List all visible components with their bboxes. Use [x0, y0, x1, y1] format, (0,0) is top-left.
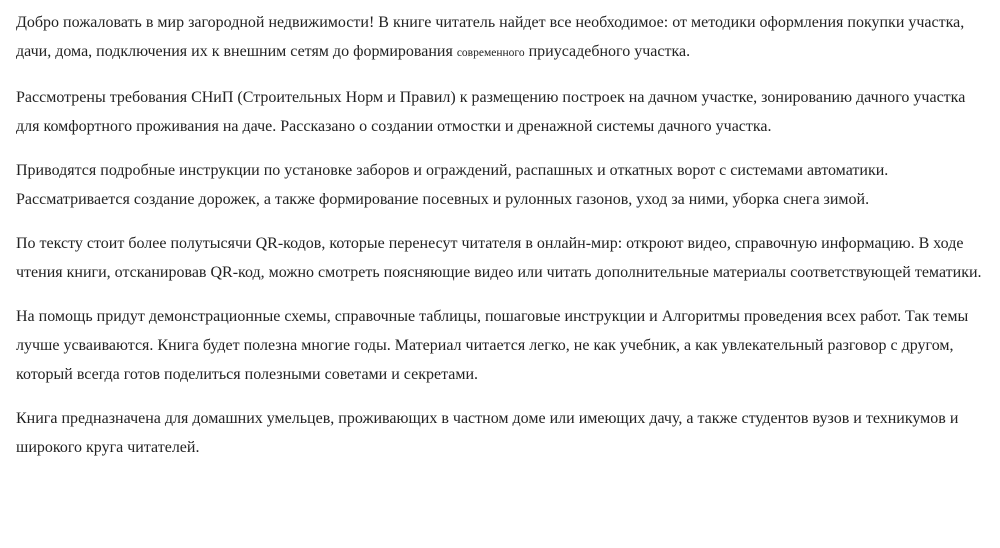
description-paragraph-3: Приводятся подробные инструкции по установке заборов и ограждений, распашных и откатных ворот с системами автоматики. Рассматривается создание дорожек, а также формирование посевных и рулонных газонов, уход за ними, уборка снега зимой.	[16, 162, 889, 208]
paragraph-1-text: Добро пожаловать в мир загородной недвижимости! В книге читатель найдет все необходимое: от методики оформления покупки участка, дачи, дома, подключения их к внешним сетям до формирования	[16, 14, 965, 60]
paragraph-1-text-end: приусадебного участка.	[524, 43, 691, 60]
description-paragraph-5: На помощь придут демонстрационные схемы, справочные таблицы, пошаговые инструкции и Алгоритмы проведения всех работ. Так темы лучше усваиваются. Книга будет полезна многие годы. Материал читается легко, не как учебник, а как увлекательный разговор с другом, который всегда готов поделиться полезными советами и секретами.	[16, 308, 969, 383]
description-paragraph-4: По тексту стоит более полутысячи QR-кодов, которые перенесут читателя в онлайн-мир: откроют видео, справочную информацию. В ходе чтения книги, отсканировав QR-код, можно смотреть поясняющие видео или читать дополнительные материалы соответствующей тематики.	[16, 235, 982, 281]
description-paragraph-2: Рассмотрены требования СНиП (Строительных Норм и Правил) к размещению построек на дачном участке, зонированию дачного участка для комфортного проживания на даче. Рассказано о создании отмостки и дренажной системы дачного участка.	[16, 89, 966, 135]
description-paragraph-6: Книга предназначена для домашних умельцев, проживающих в частном доме или имеющих дачу, а также студентов вузов и техникумов и широкого круга читателей.	[16, 410, 959, 456]
paragraph-1-small-word: современного	[456, 47, 525, 59]
description-paragraph-1	[16, 8, 984, 68]
